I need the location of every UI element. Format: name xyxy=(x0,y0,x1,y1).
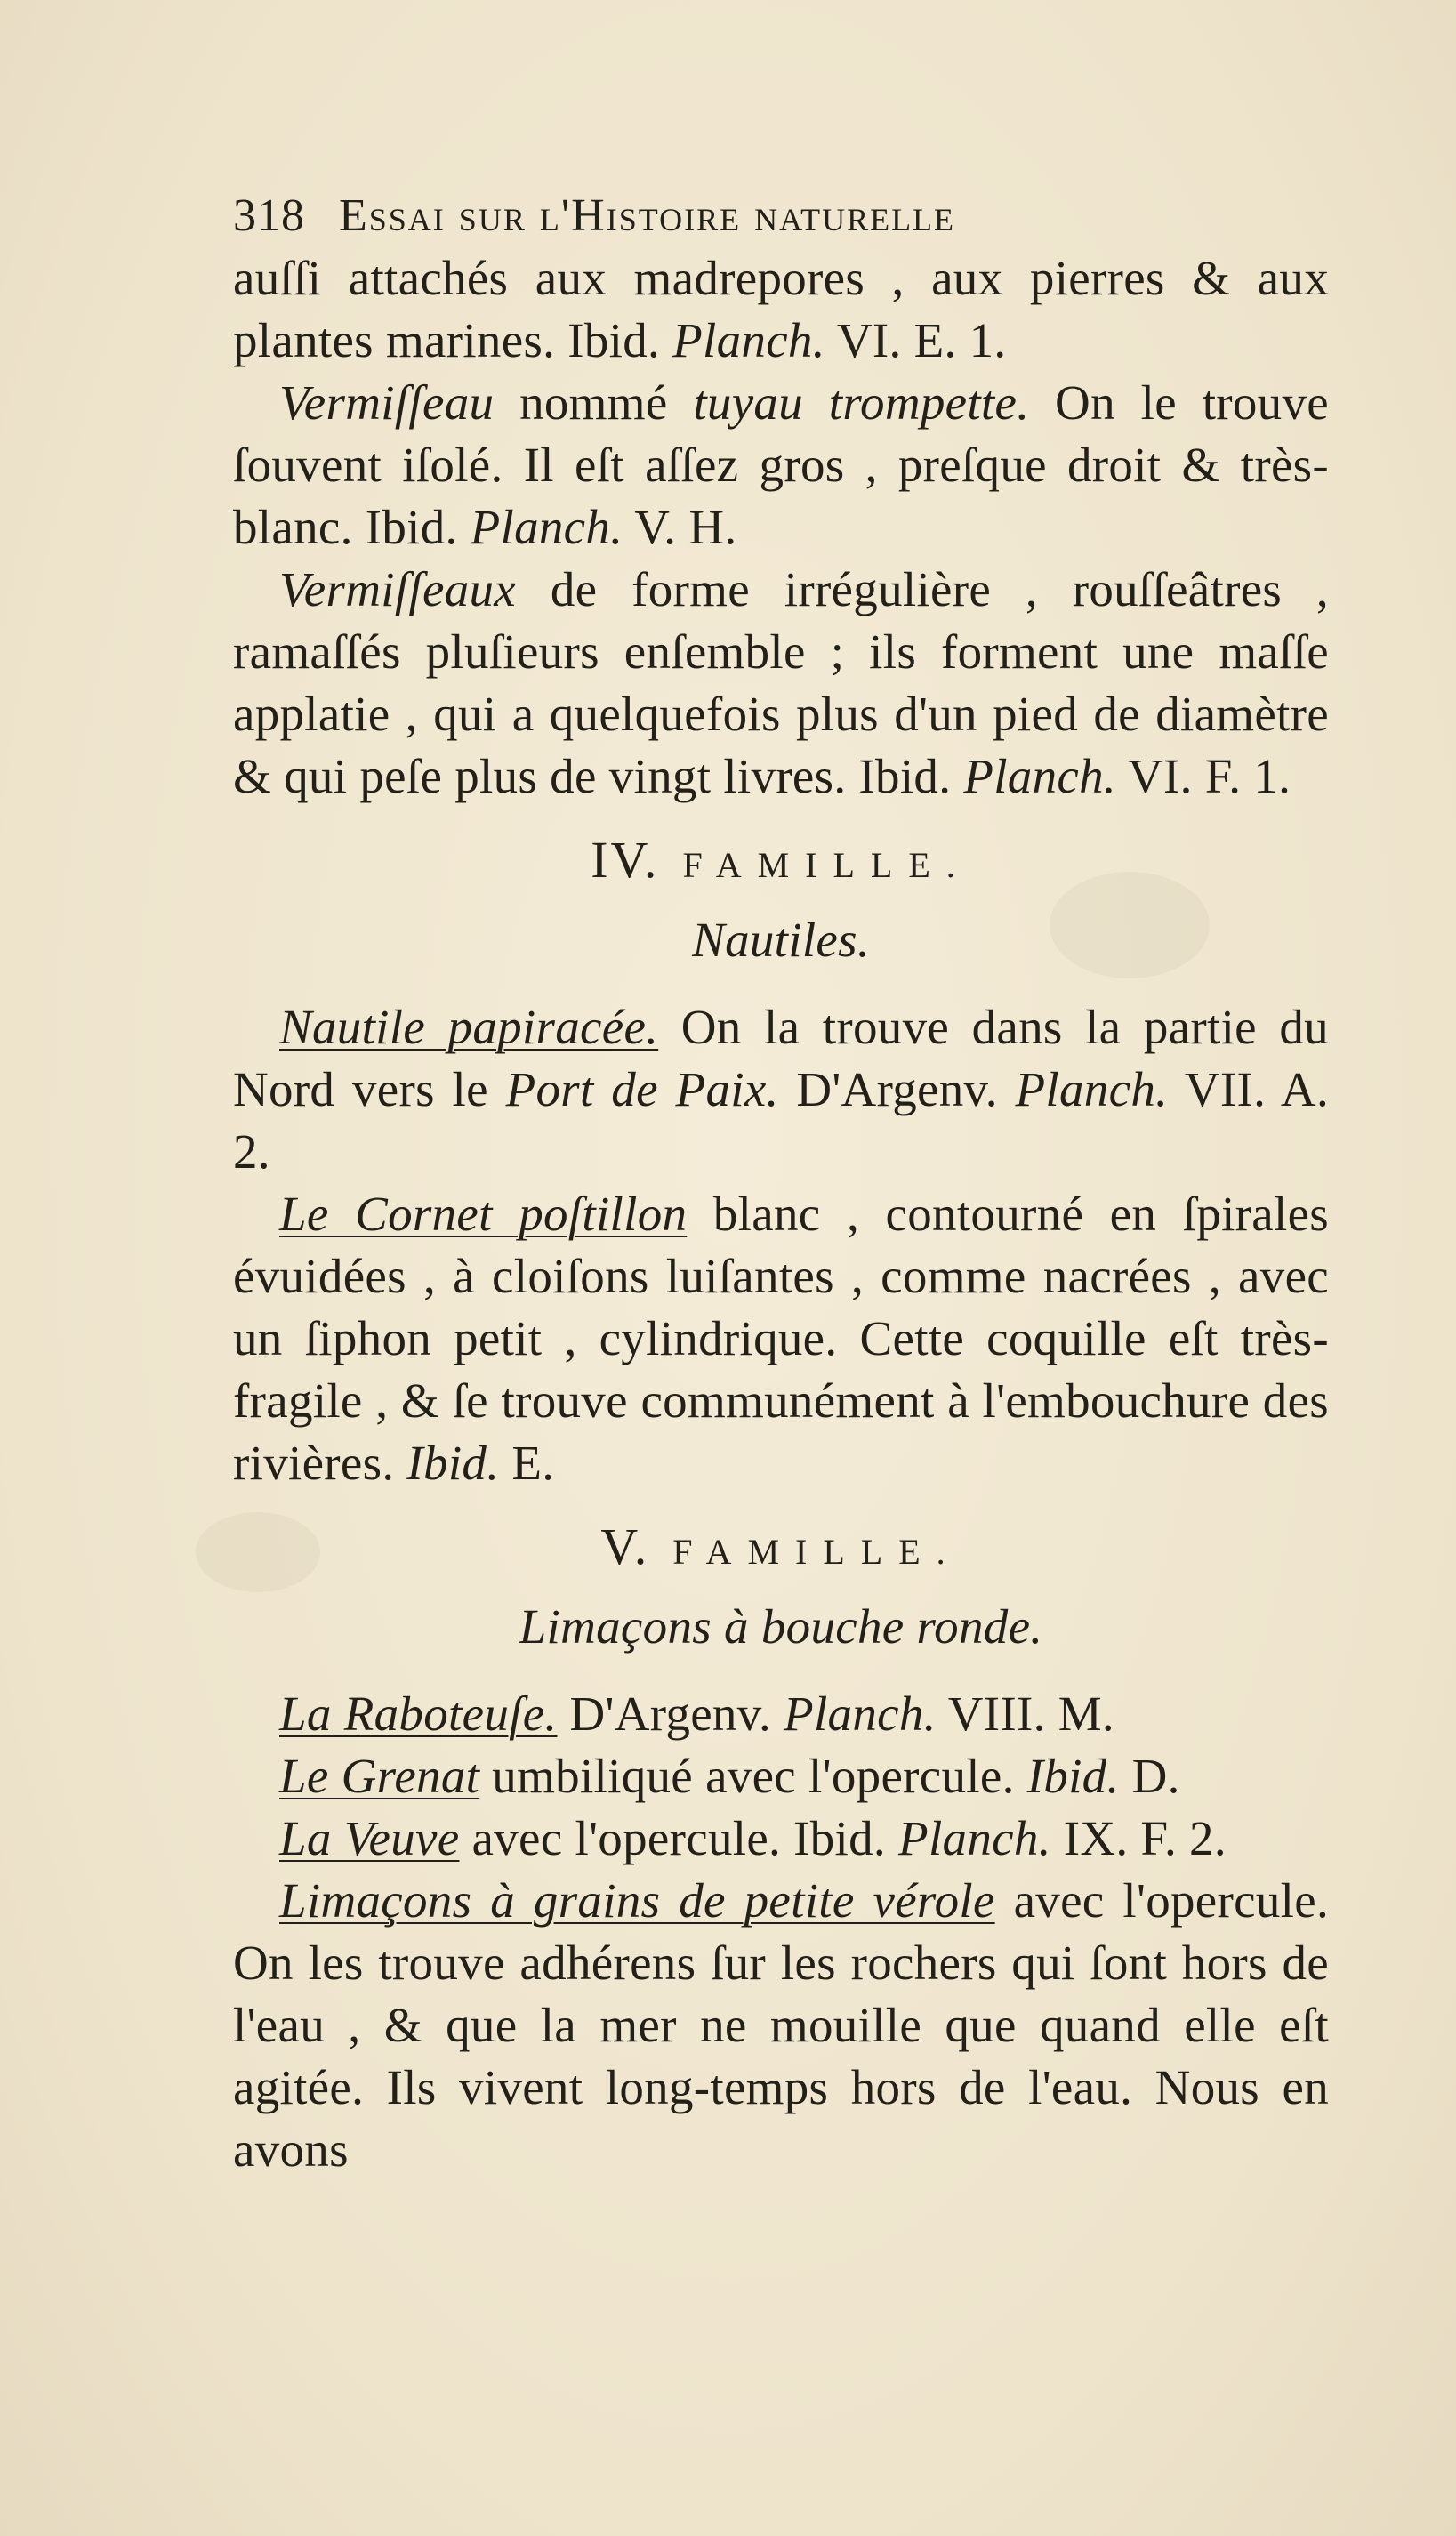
section-title-limacons: Limaçons à bouche ronde. xyxy=(519,1599,1043,1654)
text-run-italic: Le Cornet poſtillon xyxy=(279,1187,688,1241)
text-run-italic: Ibid. xyxy=(406,1436,500,1490)
text-run: nommé xyxy=(494,375,694,430)
entry-raboteuse xyxy=(233,1683,1329,1745)
text-run-italic: Planch. xyxy=(470,500,623,554)
text-run-italic: Planch. xyxy=(1015,1062,1169,1116)
text-run: On la trouve dans la partie du Nord vers le xyxy=(233,1000,1329,1116)
section-title-nautiles: Nautiles. xyxy=(692,913,870,967)
text-run: umbiliqué avec l'opercule. xyxy=(479,1749,1027,1803)
entry-grenat xyxy=(233,1745,1329,1807)
text-run: D. xyxy=(1119,1749,1180,1803)
family-number: V. xyxy=(600,1518,650,1575)
text-run-italic: Vermiſſeau xyxy=(279,375,495,430)
text-run: VI. E. 1. xyxy=(825,313,1007,367)
text-run: E. xyxy=(499,1436,555,1490)
text-run-italic: Planch. xyxy=(784,1687,937,1741)
entry-cornet xyxy=(233,1183,1329,1494)
entry-veuve xyxy=(233,1807,1329,1870)
text-run-italic: Planch. xyxy=(898,1811,1051,1865)
text-run-italic: Planch. xyxy=(963,749,1116,803)
text-run: de forme irrégulière , rouſſeâtres , ramaſſés pluſieurs enſemble ; ils forment une maſſe applatie , qui a quelquefois plus d'un pied de diamètre & qui peſe plus de vingt livres. Ibid. xyxy=(233,562,1329,803)
text-run: On le trouve ſouvent iſolé. Il eſt aſſez gros , preſque droit & très-blanc. Ibid. xyxy=(233,375,1329,554)
text-run-italic: Planch. xyxy=(672,313,825,367)
text-run: blanc , contourné en ſpirales évuidées , à cloiſons luiſantes , comme nacrées , avec un ſiphon petit , cylindrique. Cette coquille eſt très-fragile , & ſe trouve communément à l'embouchure des rivières. xyxy=(233,1187,1329,1490)
running-title: Essai sur l'Histoire naturelle xyxy=(339,190,956,241)
text-run-italic: Le Grenat xyxy=(279,1749,480,1803)
text-run: V. H. xyxy=(623,500,737,554)
family-heading-5 xyxy=(233,1516,1329,1578)
family-heading-4 xyxy=(233,829,1329,891)
text-run-italic: Vermiſſeaux xyxy=(279,562,517,616)
text-run: VI. F. 1. xyxy=(1115,749,1291,803)
paragraph-vermisseaux xyxy=(233,559,1329,808)
text-run-italic: La Raboteuſe. xyxy=(279,1687,558,1741)
text-run-italic: La Veuve xyxy=(279,1811,460,1865)
paragraph-vermisseau xyxy=(233,372,1329,559)
text-run-italic: Nautile papiracée. xyxy=(279,1000,659,1054)
text-run: D'Argenv. xyxy=(557,1687,784,1741)
text-run: D'Argenv. xyxy=(778,1062,1016,1116)
text-run-italic: Limaçons à grains de petite vérole xyxy=(279,1873,995,1928)
text-run: avec l'opercule. Ibid. xyxy=(459,1811,899,1865)
family-number: IV. xyxy=(591,831,660,889)
text-run: VII. A. 2. xyxy=(233,1062,1329,1179)
text-block xyxy=(233,185,1329,2181)
entry-limacons-grains xyxy=(233,1870,1329,2181)
text-run: avec l'opercule. On les trouve adhérens ſur les rochers qui ſont hors de l'eau , & que la mer ne mouille que quand elle eſt agitée. Ils vivent long-temps hors de l'eau. Nous en avons xyxy=(233,1873,1329,2177)
text-run: VIII. M. xyxy=(936,1687,1114,1741)
text-run-italic: Port de Paix. xyxy=(505,1062,779,1116)
paragraph-continuation xyxy=(233,247,1329,372)
page-number: 318 xyxy=(233,190,305,241)
text-run: auſſi attachés aux madrepores , aux pierres & aux plantes marines. Ibid. xyxy=(233,251,1329,367)
text-run-italic: tuyau trompette. xyxy=(693,375,1030,430)
text-run-italic: Ibid. xyxy=(1026,1749,1120,1803)
running-head xyxy=(233,185,1329,247)
family-label: FAMILLE. xyxy=(672,1532,961,1572)
family-label: FAMILLE. xyxy=(682,845,971,885)
entry-nautile xyxy=(233,996,1329,1183)
text-run: IX. F. 2. xyxy=(1050,1811,1227,1865)
